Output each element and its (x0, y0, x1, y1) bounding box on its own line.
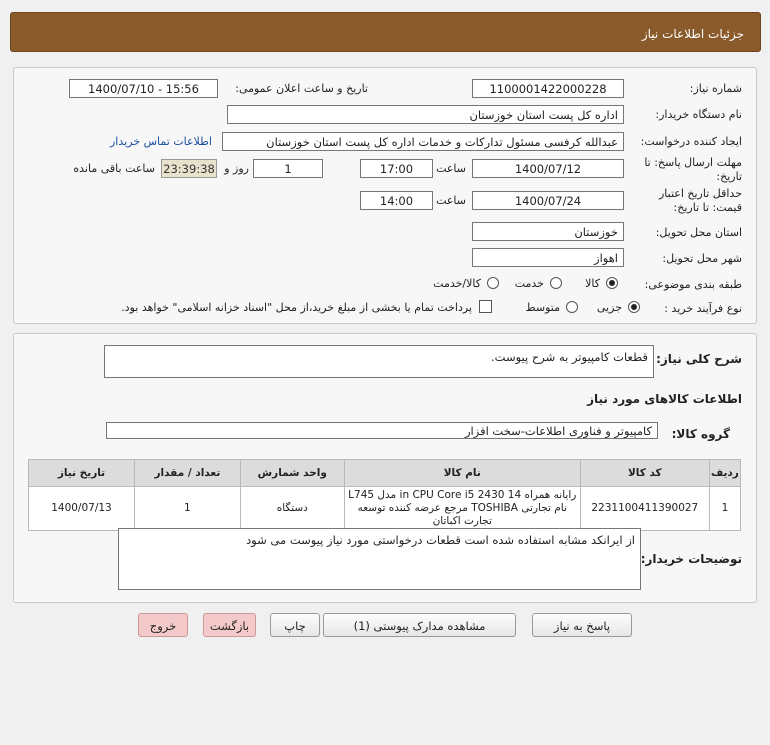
cell-code: 2231100411390027 (580, 487, 709, 531)
col-qty: تعداد / مقدار (134, 460, 240, 487)
goods-table-header-row (29, 460, 741, 487)
category-label: طبقه بندی موضوعی: (644, 278, 742, 291)
col-code: کد کالا (580, 460, 709, 487)
need-number-label: شماره نیاز: (689, 82, 742, 95)
cell-date: 1400/07/13 (29, 487, 135, 531)
category-option-service: خدمت (514, 277, 544, 290)
validity-time-label: ساعت (436, 194, 466, 207)
summary-field: قطعات کامپیوتر به شرح پیوست. (104, 345, 654, 378)
buyer-notes-label: توضیحات خریدار: (640, 552, 742, 566)
buyer-org-field: اداره کل پست استان خوزستان (227, 105, 624, 124)
validity-label: حداقل تاریخ اعتبار قیمت: تا تاریخ: (658, 187, 742, 214)
validity-time-field: 14:00 (360, 191, 433, 210)
province-label: استان محل تحویل: (655, 226, 742, 239)
validity-date-field: 1400/07/24 (472, 191, 624, 210)
days-field: 1 (253, 159, 323, 178)
cell-unit: دستگاه (240, 487, 344, 531)
category-option-goods-service: کالا/خدمت (433, 277, 481, 290)
process-label: نوع فرآیند خرید : (664, 302, 742, 315)
days-label: روز و (224, 162, 249, 175)
treasury-payment-checkbox[interactable] (479, 300, 492, 313)
process-option-medium: متوسط (525, 301, 560, 314)
goods-info-title: اطلاعات کالاهای مورد نیاز (587, 392, 742, 406)
col-date: تاریخ نیاز (29, 460, 135, 487)
table-row (29, 487, 741, 531)
province-field: خوزستان (472, 222, 624, 241)
category-option-goods: کالا (585, 277, 600, 290)
remaining-timer: 23:39:38 (161, 159, 217, 178)
deadline-label: مهلت ارسال پاسخ: تا تاریخ: (644, 156, 742, 183)
category-radio-goods-service[interactable] (487, 277, 499, 289)
page-title: جزئیات اطلاعات نیاز (641, 27, 744, 41)
exit-button[interactable]: خروج (138, 613, 188, 637)
need-number-field: 1100001422000228 (472, 79, 624, 98)
goods-table (28, 459, 741, 531)
cell-qty: 1 (134, 487, 240, 531)
deadline-date-field: 1400/07/12 (472, 159, 624, 178)
category-radio-goods[interactable] (606, 277, 618, 289)
goods-group-field: کامپیوتر و فناوری اطلاعات-سخت افزار (106, 422, 658, 439)
col-unit: واحد شمارش (240, 460, 344, 487)
print-button[interactable]: چاپ (270, 613, 320, 637)
city-label: شهر محل تحویل: (662, 252, 742, 265)
category-radio-service[interactable] (550, 277, 562, 289)
back-button[interactable]: بازگشت (203, 613, 256, 637)
buyer-org-label: نام دستگاه خریدار: (655, 108, 742, 121)
buyer-notes-field: از ایرانکد مشابه استفاده شده است قطعات درخواستی مورد نیاز پیوست می شود (118, 528, 641, 590)
cell-row: 1 (709, 487, 740, 531)
process-radio-medium[interactable] (566, 301, 578, 313)
col-row: ردیف (709, 460, 740, 487)
deadline-time-field: 17:00 (360, 159, 433, 178)
announce-label: تاریخ و ساعت اعلان عمومی: (235, 82, 368, 95)
reply-button[interactable]: پاسخ به نیاز (532, 613, 632, 637)
creator-label: ایجاد کننده درخواست: (640, 135, 742, 148)
page-header (10, 12, 761, 52)
goods-group-label: گروه کالا: (671, 427, 730, 441)
col-name: نام کالا (344, 460, 580, 487)
announce-field: 1400/07/10 - 15:56 (69, 79, 218, 98)
creator-field: عبدالله کرفسی مسئول تدارکات و خدمات اداره کل پست استان خوزستان (222, 132, 624, 151)
process-radio-minor[interactable] (628, 301, 640, 313)
remaining-label: ساعت باقی مانده (73, 162, 155, 175)
view-attachments-button[interactable]: مشاهده مدارک پیوستی (1) (323, 613, 516, 637)
cell-name: رایانه همراه 14 in CPU Core i5 2430 مدل L745 نام تجارتی TOSHIBA مرجع عرضه کننده توسعه تجارت اکباتان (344, 487, 580, 531)
process-option-minor: جزیی (596, 301, 622, 314)
deadline-time-label: ساعت (436, 162, 466, 175)
treasury-payment-note: پرداخت تمام یا بخشی از مبلغ خرید،از محل "اسناد خزانه اسلامی" خواهد بود. (121, 301, 472, 314)
city-field: اهواز (472, 248, 624, 267)
buyer-contact-link[interactable]: اطلاعات تماس خریدار (110, 135, 212, 148)
summary-label: شرح کلی نیاز: (656, 352, 742, 366)
